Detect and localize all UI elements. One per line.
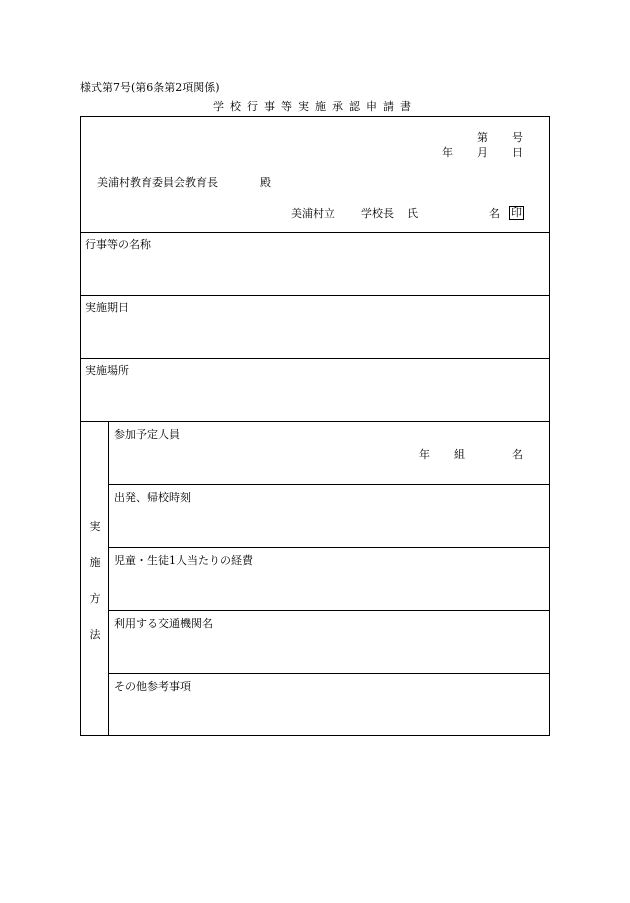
method-divider	[108, 422, 109, 736]
participants-class: 組	[454, 448, 465, 461]
honorific: 殿	[260, 176, 271, 189]
seal-text: 印	[511, 206, 522, 219]
principal-title: 学校長	[361, 207, 394, 220]
divider	[81, 358, 549, 359]
method-char: 法	[89, 628, 101, 641]
method-char: 施	[89, 556, 101, 569]
date-day: 日	[512, 146, 523, 159]
number-prefix: 第	[477, 131, 488, 144]
seal-mark	[509, 206, 524, 220]
event-name-label: 行事等の名称	[85, 238, 151, 251]
method-vertical-label	[87, 520, 103, 664]
divider	[81, 232, 549, 233]
departure-return-label: 出発、帰校時刻	[114, 491, 191, 504]
method-char: 方	[89, 592, 101, 605]
divider	[108, 484, 549, 485]
divider	[81, 421, 549, 422]
date-year: 年	[442, 146, 453, 159]
form-title: 学校行事等実施承認申請書	[213, 100, 417, 113]
date-label: 実施期日	[85, 301, 129, 314]
participants-count: 名	[512, 448, 523, 461]
divider	[81, 295, 549, 296]
school-prefix: 美浦村立	[291, 207, 335, 220]
name-label-1: 氏	[407, 207, 418, 220]
divider	[108, 610, 549, 611]
number-suffix: 号	[512, 131, 523, 144]
participants-year: 年	[419, 448, 430, 461]
application-form	[80, 116, 550, 736]
date-month: 月	[477, 146, 488, 159]
name-label-2: 名	[489, 207, 500, 220]
participants-label: 参加予定人員	[114, 428, 180, 441]
transport-label: 利用する交通機関名	[114, 617, 213, 630]
place-label: 実施場所	[85, 364, 129, 377]
method-char: 実	[89, 520, 101, 533]
other-label: その他参考事項	[114, 680, 191, 693]
divider	[108, 547, 549, 548]
addressee: 美浦村教育委員会教育長	[97, 176, 218, 189]
cost-label: 児童・生徒1人当たりの経費	[114, 554, 253, 567]
divider	[108, 673, 549, 674]
form-label: 様式第7号(第6条第2項関係)	[80, 81, 220, 94]
